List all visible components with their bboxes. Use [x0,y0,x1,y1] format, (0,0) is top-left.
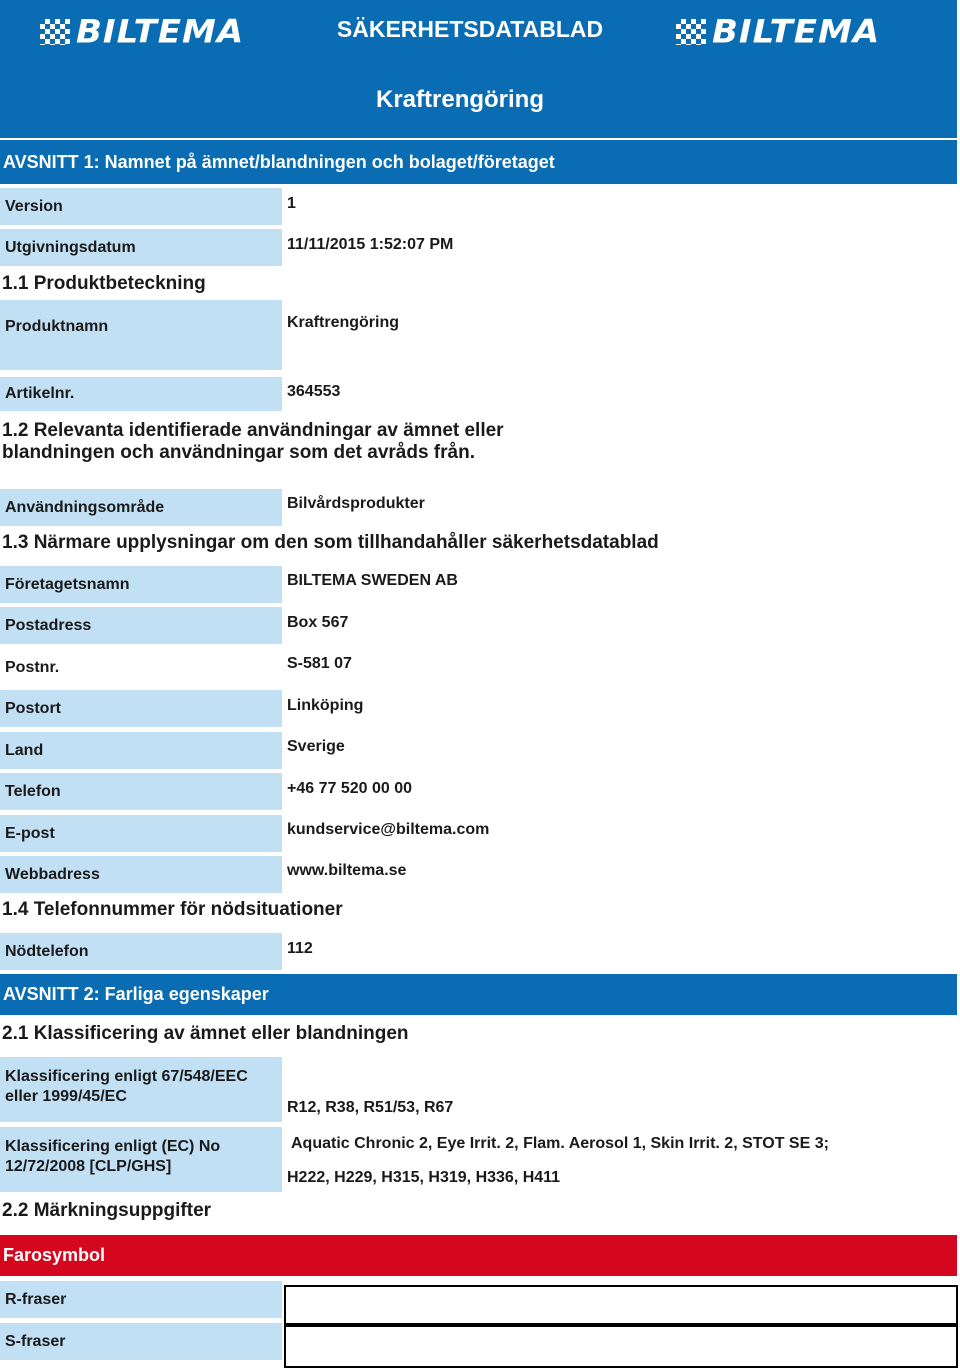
logo-wordmark: BILTEMA [712,13,881,51]
version-label: Version [0,188,282,225]
subsection-1-2-line2: blandningen och användningar som det avråds från. [2,442,475,463]
classification-clp-label-line2: 12/72/2008 [CLP/GHS] [5,1158,172,1175]
s-phrases-box [284,1325,958,1368]
classification-eec-label [0,1057,282,1122]
logo-wordmark: BILTEMA [76,13,245,51]
biltema-logo-left [40,12,244,52]
product-name-value: Kraftrengöring [287,314,399,331]
website-label: Webbadress [0,856,282,893]
subsection-2-1: 2.1 Klassificering av ämnet eller blandningen [2,1023,409,1044]
classification-clp-label-line1: Klassificering enligt (EC) No [5,1138,221,1155]
version-value: 1 [287,195,296,212]
company-name-value: BILTEMA SWEDEN AB [287,572,458,589]
subsection-1-2-line1: 1.2 Relevanta identifierade användningar av ämnet eller [2,420,504,441]
classification-clp-label [0,1127,282,1192]
postal-code-label: Postnr. [0,649,282,686]
document-title: SÄKERHETSDATABLAD [336,16,604,42]
website-value[interactable]: www.biltema.se [287,862,407,879]
r-phrases-label: R-fraser [0,1281,282,1318]
postal-address-value: Box 567 [287,614,349,631]
subsection-1-1: 1.1 Produktbeteckning [2,273,206,294]
emergency-phone-value: 112 [287,940,313,957]
country-label: Land [0,732,282,769]
email-label: E-post [0,815,282,852]
email-value[interactable]: kundservice@biltema.com [287,821,490,838]
product-name-label: Produktnamn [0,300,282,370]
biltema-logo-right [676,12,880,52]
subsection-2-2: 2.2 Märkningsuppgifter [2,1200,212,1221]
checker-flag-icon [40,19,70,45]
classification-clp-value-line1: Aquatic Chronic 2, Eye Irrit. 2, Flam. Aerosol 1, Skin Irrit. 2, STOT SE 3; [291,1135,829,1152]
issue-date-label: Utgivningsdatum [0,229,282,266]
usage-area-value: Bilvårdsprodukter [287,495,425,512]
checker-flag-icon [676,19,706,45]
city-value: Linköping [287,697,364,714]
issue-date-value: 11/11/2015 1:52:07 PM [287,236,454,253]
r-phrases-box [284,1285,958,1325]
phone-value: +46 77 520 00 00 [287,780,413,797]
emergency-phone-label: Nödtelefon [0,933,282,970]
classification-eec-value: R12, R38, R51/53, R67 [287,1099,454,1116]
postal-address-label: Postadress [0,607,282,644]
article-number-value: 364553 [287,383,341,400]
classification-clp-value-line2: H222, H229, H315, H319, H336, H411 [287,1169,561,1186]
subsection-1-4: 1.4 Telefonnummer för nödsituationer [2,899,343,920]
classification-eec-label-line1: Klassificering enligt 67/548/EEC [5,1068,248,1085]
section-1-header: AVSNITT 1: Namnet på ämnet/blandningen och bolaget/företaget [0,140,957,184]
classification-eec-label-line2: eller 1999/45/EC [5,1088,127,1105]
company-name-label: Företagetsnamn [0,566,282,603]
section-2-header: AVSNITT 2: Farliga egenskaper [0,974,957,1015]
country-value: Sverige [287,738,345,755]
phone-label: Telefon [0,773,282,810]
subsection-1-3: 1.3 Närmare upplysningar om den som tillhandahåller säkerhetsdatablad [2,532,659,553]
s-phrases-label: S-fraser [0,1323,282,1360]
product-title: Kraftrengöring [376,86,544,113]
document-header [0,0,957,138]
postal-code-value: S-581 07 [287,655,352,672]
usage-area-label: Användningsområde [0,489,282,526]
hazard-symbol-header: Farosymbol [0,1235,957,1276]
city-label: Postort [0,690,282,727]
article-number-label: Artikelnr. [0,377,282,411]
